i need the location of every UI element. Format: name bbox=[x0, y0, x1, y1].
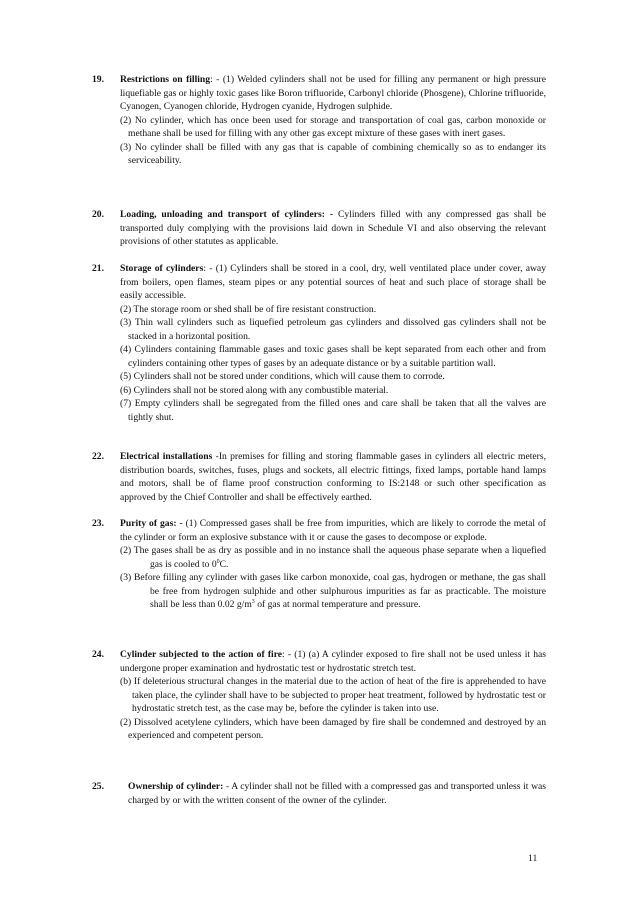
section-paragraph: Cylinder subjected to the action of fire: - (1) (a) A cylinder exposed to fire shall not be used unless it has undergone proper examination and hydrostatic test or hydrostatic stretch test. bbox=[120, 649, 546, 674]
section-heading: Storage of cylinders bbox=[120, 263, 204, 274]
section-paragraph: Restrictions on filling: - (1) Welded cylinders shall not be used for filling any permanent or high pressure liquefiable gas or highly toxic gases like Boron trifluoride, Carbonyl chloride (Phosgene), Chlorine trifluoride, Cyanogen, Cyanogen chloride, Hydrogen cyanide, Hydrogen sulphide. bbox=[120, 74, 546, 112]
section-number: 20. bbox=[92, 209, 104, 220]
section-heading: Electrical installations bbox=[120, 451, 213, 462]
section-paragraph: Loading, unloading and transport of cylinders: - Cylinders filled with any compressed gas shall be transported duly complying with the provisions laid down in Schedule VI and also observing the relevant provisions of other statutes as applicable. bbox=[120, 209, 546, 247]
section-23 bbox=[92, 517, 546, 612]
section-heading: Ownership of cylinder: bbox=[128, 781, 224, 792]
section-number: 22. bbox=[92, 451, 104, 462]
sub-paragraph: (3) Thin wall cylinders such as liquefied petroleum gas cylinders and dissolved gas cylinders shall not be stacked in a horizontal position. bbox=[120, 317, 546, 342]
section-paragraph: Ownership of cylinder: - A cylinder shall not be filled with a compressed gas and transported unless it was charged by or with the written consent of the owner of the cylinder. bbox=[128, 781, 546, 806]
sub-paragraph: (2) The storage room or shed shall be of fire resistant construction. bbox=[120, 303, 377, 315]
section-heading: Purity of gas: - bbox=[120, 518, 183, 529]
section-number: 23. bbox=[92, 518, 104, 529]
sub-paragraph: (2) No cylinder, which has once been used for storage and transportation of coal gas, carbon monoxide or methane shall be used for filling with any other gas except mixture of these gases with inert gases. bbox=[120, 114, 546, 139]
section-paragraph: Purity of gas: - (1) Compressed gases shall be free from impurities, which are likely to corrode the metal of the cylinder or form an explosive substance with it or cause the gases to decompose or explode. bbox=[120, 518, 546, 543]
sub-paragraph: (3) Before filling any cylinder with gases like carbon monoxide, coal gas, hydrogen or methane, the gas shall be free from hydrogen sulphide and other sulphurous impurities as far as practicable. The moisture shall be less than 0.02 $g/m^3$ of gas at normal temperature and pressure. bbox=[120, 572, 546, 610]
section-heading: Cylinder subjected to the action of fire bbox=[120, 649, 283, 660]
section-21 bbox=[92, 262, 546, 424]
sub-paragraph: (7) Empty cylinders shall be segregated from the filled ones and care shall be taken that all the valves are tightly shut. bbox=[120, 398, 546, 423]
section-heading: Loading, unloading and transport of cylinders: - bbox=[120, 209, 334, 220]
section-24 bbox=[92, 648, 546, 743]
section-number: 24. bbox=[92, 649, 104, 660]
sub-paragraph: (4) Cylinders containing flammable gases and toxic gases shall be kept separated from each other and from cylinders containing other types of gases by an adequate distance or by a suitable partition wall. bbox=[120, 344, 546, 369]
section-paragraph: Storage of cylinders: - (1) Cylinders shall be stored in a cool, dry, well ventilated place under cover, away from boilers, open flames, steam pipes or any potential sources of heat and such place of storage shall be easily accessible. bbox=[120, 263, 546, 301]
section-25 bbox=[92, 780, 546, 807]
section-19 bbox=[92, 73, 546, 168]
section-20 bbox=[92, 208, 546, 249]
sub-paragraph: (2) Dissolved acetylene cylinders, which have been damaged by fire shall be condemned and destroyed by an experienced and competent person. bbox=[120, 716, 546, 741]
section-number: 21. bbox=[92, 263, 104, 274]
section-number: 19. bbox=[92, 74, 104, 85]
sub-paragraph: (b) If deleterious structural changes in the material due to the action of heat of the fire is apprehended to have taken place, the cylinder shall have to be subjected to proper heat treatment, followed by hydrostatic test or hydrostatic stretch test, as the case may be, before the cylinder is taken into use. bbox=[120, 676, 546, 714]
sub-paragraph: (2) The gases shall be as dry as possible and in no instance shall the aqueous phase separate when a liquefied gas is cooled to $0^0C$. bbox=[120, 545, 546, 570]
section-22 bbox=[92, 450, 546, 504]
section-heading: Restrictions on filling bbox=[120, 74, 211, 85]
sub-paragraph: (6) Cylinders shall not be stored along with any combustible material. bbox=[120, 384, 389, 396]
sub-paragraph: (5) Cylinders shall not be stored under conditions, which will cause them to corrode. bbox=[120, 371, 445, 382]
page-number: 11 bbox=[528, 853, 538, 864]
section-paragraph: Electrical installations -In premises for filling and storing flammable gases in cylinders all electric meters, distribution boards, switches, fuses, plugs and sockets, all electric fittings, fixed lamps, portable hand lamps and motors, shall be of flame proof construction conforming to IS:2148 or such other specification as approved by the Chief Controller and shall be effectively earthed. bbox=[120, 451, 546, 503]
section-number: 25. bbox=[92, 781, 104, 792]
sub-paragraph: (3) No cylinder shall be filled with any gas that is capable of combining chemically so as to endanger its serviceability. bbox=[120, 141, 546, 166]
